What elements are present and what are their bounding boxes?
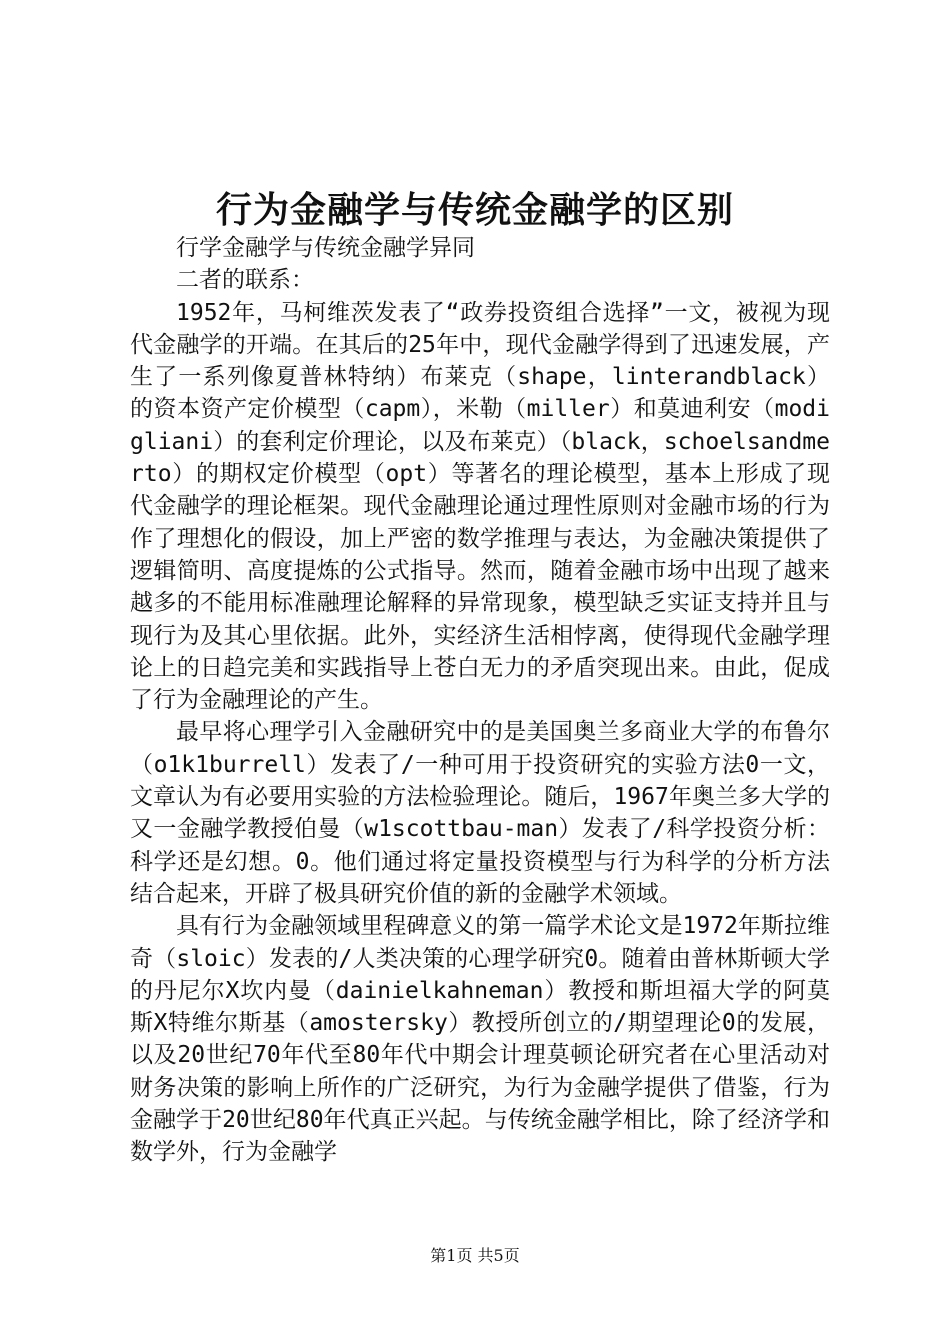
paragraph-heading-relation: 二者的联系：: [176, 267, 314, 294]
document-body: [130, 232, 830, 1169]
page-footer: 第1页 共5页: [430, 1246, 520, 1265]
paragraph-milestone: 具有行为金融领域里程碑意义的第一篇学术论文是1972年斯拉维奇（sloic）发表的/人类决策的心理学研究0。随着由普林斯顿大学的丹尼尔X坎内曼（dainielkahneman）教授和斯坦福大学的阿莫斯X特维尔斯基（amostersky）教授所创立的/期望理论0的发展，以及20世纪70年代至80年代中期会计理莫顿论研究者在心里活动对财务决策的影响上所作的广泛研究，为行为金融学提供了借鉴，行为金融学于20世纪80年代真正兴起。与传统金融学相比，除了经济学和数学外，行为金融学: [130, 913, 830, 1166]
paragraph-modern-finance: 1952年，马柯维茨发表了“政券投资组合选择”一文，被视为现代金融学的开端。在其后的25年中，现代金融学得到了迅速发展，产生了一系列像夏普林特纳）布莱克（shape，linterandblack）的资本资产定价模型（capm），米勒（miller）和莫迪利安（modigliani）的套利定价理论，以及布莱克）（black，schoelsandmerto）的期权定价模型（opt）等著名的理论模型，基本上形成了现代金融学的理论框架。现代金融理论通过理性原则对金融市场的行为作了理想化的假设，加上严密的数学推理与表达，为金融决策提供了逻辑简明、高度提炼的公式指导。然而，随着金融市场中出现了越来越多的不能用标准融理论解释的异常现象，模型缺乏实证支持并且与现行为及其心里依据。此外，实经济生活相悖离，使得现代金融学理论上的日趋完美和实践指导上苍白无力的矛盾突现出来。由此，促成了行为金融理论的产生。: [130, 299, 830, 714]
paragraph-subtitle: 行学金融学与传统金融学异同: [176, 235, 475, 261]
document-title: 行为金融学与传统金融学的区别: [215, 189, 734, 231]
paragraph-early-research: 最早将心理学引入金融研究中的是美国奥兰多商业大学的布鲁尔（o1k1burrell）发表了/一种可用于投资研究的实验方法0一文，文章认为有必要用实验的方法检验理论。随后，1967年奥兰多大学的又一金融学教授伯曼（w1scottbau-man）发表了/科学投资分析：科学还是幻想。0。他们通过将定量投资模型与行为科学的分析方法结合起来，开辟了极具研究价值的新的金融学术领域。: [130, 719, 830, 907]
